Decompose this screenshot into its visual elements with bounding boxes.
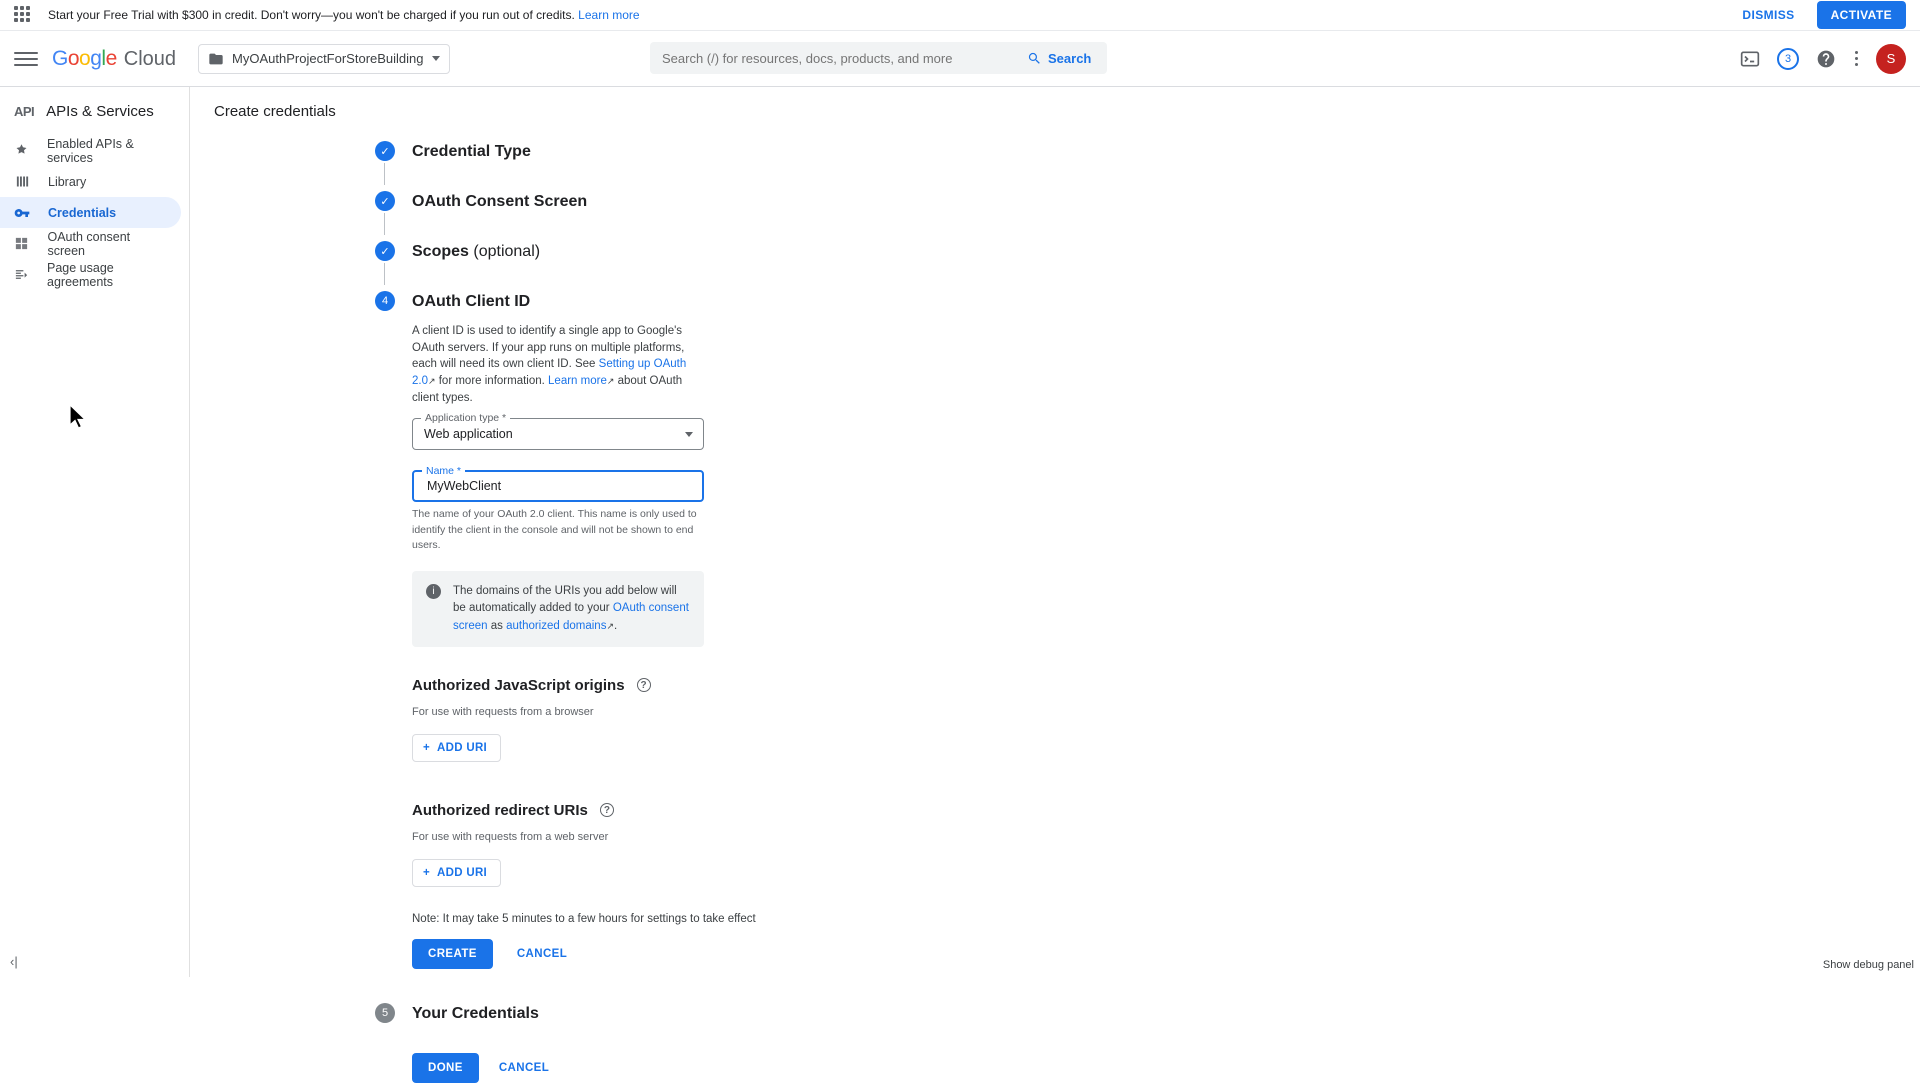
project-name: MyOAuthProjectForStoreBuilding	[232, 51, 424, 66]
learn-more-link[interactable]: Learn more	[548, 375, 607, 388]
redirect-uris-title	[412, 802, 1920, 819]
top-navigation-bar	[0, 31, 1920, 87]
logo-letter-o1: o	[67, 46, 80, 70]
help-icon[interactable]: ?	[637, 678, 651, 692]
trial-learn-more-link[interactable]: Learn more	[578, 8, 640, 22]
consent-icon	[14, 236, 29, 252]
notifications-badge[interactable]: 3	[1777, 48, 1799, 70]
setting-up-oauth-link[interactable]: Setting up OAuth 2.0	[412, 358, 687, 388]
step-5-title: Your Credentials	[412, 1004, 539, 1022]
logo-letter-o2: o	[79, 46, 91, 70]
create-credentials-wizard	[190, 135, 1920, 1083]
info-part-3: .	[614, 619, 618, 632]
step-2-bullet: ✓	[375, 191, 395, 211]
done-button[interactable]: DONE	[412, 1053, 479, 1083]
avatar[interactable]: S	[1876, 44, 1906, 74]
js-origins-title-text: Authorized JavaScript origins	[412, 676, 625, 694]
step-oauth-client-id	[381, 285, 1920, 991]
client-name-input[interactable]	[425, 478, 691, 494]
logo-letter-g2: g	[90, 46, 102, 70]
redirect-uris-title-text: Authorized redirect URIs	[412, 801, 588, 819]
cancel-button[interactable]: CANCEL	[507, 939, 577, 969]
chevron-down-icon	[432, 56, 440, 61]
more-options-icon[interactable]	[1853, 49, 1860, 68]
desc-part-3: about OAuth client types.	[412, 375, 683, 404]
apps-grid-icon[interactable]	[14, 6, 32, 24]
sidebar-item-page-usage-agreements[interactable]	[0, 259, 181, 290]
sidebar-item-label: Library	[48, 174, 87, 189]
search-icon	[1027, 51, 1042, 66]
trial-message-text: Start your Free Trial with $300 in credit. Don't worry—you won't be charged if you run out of credits.	[48, 8, 575, 22]
sidebar-item-oauth-consent-screen[interactable]	[0, 228, 181, 259]
activate-button[interactable]: ACTIVATE	[1817, 1, 1906, 29]
page-body	[0, 87, 1920, 1074]
free-trial-banner	[0, 0, 1920, 31]
client-name-help: The name of your OAuth 2.0 client. This name is only used to identify the client in the console and will not be shown to end users.	[412, 508, 697, 551]
step-4-head	[412, 285, 1920, 319]
project-icon	[208, 51, 224, 67]
js-origins-subtitle: For use with requests from a browser	[412, 705, 594, 718]
external-link-icon: ↗	[428, 376, 436, 387]
step-1-title: Credential Type	[412, 143, 531, 160]
settings-note: Note: It may take 5 minutes to a few hours for settings to take effect	[412, 912, 756, 925]
terminal-icon	[1740, 49, 1760, 69]
cloud-wordmark: Cloud	[123, 47, 177, 70]
oauth-consent-screen-link[interactable]: OAuth consent screen	[453, 602, 689, 632]
step-scopes[interactable]	[380, 235, 1920, 277]
step-2-title: OAuth Consent Screen	[412, 193, 588, 210]
desc-part-2: for more information.	[435, 375, 549, 388]
step-connector	[384, 163, 385, 185]
step-3-title-suffix: (optional)	[468, 243, 541, 260]
menu-icon[interactable]	[14, 47, 38, 71]
trial-message	[48, 8, 640, 22]
main-content	[190, 87, 1920, 1074]
client-name-field[interactable]	[412, 465, 704, 502]
info-part-1: The domains of the URIs you add below will be automatically added to your	[453, 585, 677, 615]
key-icon	[14, 205, 30, 221]
application-type-value: Web application	[424, 427, 513, 442]
sidebar-item-label: Enabled APIs & services	[47, 136, 134, 165]
add-redirect-uri-button[interactable]	[412, 859, 501, 887]
sidebar-title: APIs & Services	[46, 102, 154, 120]
step-credential-type[interactable]	[380, 135, 1920, 177]
step-connector	[384, 263, 385, 285]
google-cloud-logo[interactable]	[52, 47, 176, 71]
client-name-label: Name *	[422, 465, 465, 477]
sidebar-item-label: OAuth consent screen	[47, 229, 131, 258]
logo-letter-e: e	[105, 46, 117, 70]
page-title: Create credentials	[214, 102, 336, 120]
plus-icon: +	[423, 741, 431, 754]
step-connector	[384, 213, 385, 235]
sidebar-header	[0, 87, 189, 135]
logo-letter-g: G	[52, 46, 68, 70]
topbar-actions	[1739, 44, 1906, 74]
sidebar-item-enabled-apis[interactable]	[0, 135, 181, 166]
oauth-client-description	[412, 323, 702, 406]
step-3-head	[412, 235, 1920, 269]
help-icon[interactable]: ?	[600, 803, 614, 817]
application-type-select[interactable]	[412, 412, 704, 450]
question-mark-icon	[1816, 49, 1836, 69]
wizard-footer-actions	[190, 1053, 1920, 1083]
sidebar-item-library[interactable]	[0, 166, 181, 197]
sidebar-item-credentials[interactable]	[0, 197, 181, 228]
chevron-down-icon	[685, 432, 693, 437]
help-icon[interactable]	[1815, 48, 1837, 70]
apis-icon	[14, 143, 29, 159]
step-1-head	[412, 135, 1920, 169]
step-5-bullet: 5	[375, 1003, 395, 1023]
google-wordmark	[52, 47, 117, 71]
create-button[interactable]: CREATE	[412, 939, 493, 969]
dismiss-button[interactable]: DISMISS	[1732, 2, 1804, 28]
domains-info-box	[412, 571, 704, 647]
search-area	[650, 42, 1107, 74]
cloud-shell-icon[interactable]	[1739, 48, 1761, 70]
plus-icon: +	[423, 866, 431, 879]
oauth-client-form	[412, 323, 1920, 969]
step-4-bullet: 4	[375, 291, 395, 311]
project-picker[interactable]	[198, 44, 449, 74]
logo-letter-l: l	[101, 46, 106, 70]
external-link-icon: ↗	[606, 376, 615, 387]
step-2-head	[412, 185, 1920, 219]
desc-part-1: A client ID is used to identify a single app to Google's OAuth servers. If your app runs on multiple platforms, each will need its own client ID. See	[412, 325, 685, 371]
authorized-domains-link[interactable]: authorized domains	[506, 619, 607, 632]
step-your-credentials	[381, 997, 1920, 1031]
search-input[interactable]	[650, 42, 1017, 74]
info-part-2: as	[487, 619, 507, 632]
sidebar	[0, 87, 190, 977]
external-link-icon: ↗	[606, 620, 614, 631]
add-uri-label: ADD URI	[437, 866, 488, 879]
agreements-icon	[14, 267, 29, 283]
application-type-label: Application type *	[421, 412, 510, 424]
step-oauth-consent-screen[interactable]	[380, 185, 1920, 227]
library-icon	[14, 174, 30, 190]
step-5-head	[412, 997, 1920, 1031]
add-uri-label: ADD URI	[437, 741, 488, 754]
redirect-uris-subtitle: For use with requests from a web server	[412, 830, 609, 843]
sidebar-item-label: Page usage agreements	[47, 260, 114, 289]
js-origins-title	[412, 677, 1920, 694]
api-logo: API	[14, 103, 35, 119]
wizard-steps	[190, 135, 1920, 1031]
show-debug-panel-link[interactable]: Show debug panel	[1822, 959, 1914, 971]
domains-info-text	[453, 583, 692, 635]
sidebar-item-label: Credentials	[48, 205, 117, 220]
step-4-title: OAuth Client ID	[412, 293, 531, 310]
oauth-client-actions	[412, 939, 1920, 969]
sidebar-collapse-button[interactable]: ‹|	[10, 954, 18, 969]
info-icon: i	[426, 584, 441, 599]
step-3-bullet: ✓	[375, 241, 395, 261]
step-1-bullet: ✓	[375, 141, 395, 161]
footer-cancel-button[interactable]: CANCEL	[489, 1053, 559, 1083]
add-js-origin-uri-button[interactable]	[412, 734, 501, 762]
step-3-title	[412, 243, 540, 261]
search-button[interactable]	[1017, 42, 1107, 74]
step-3-title-text: Scopes	[412, 243, 469, 260]
search-button-label: Search	[1048, 50, 1092, 66]
